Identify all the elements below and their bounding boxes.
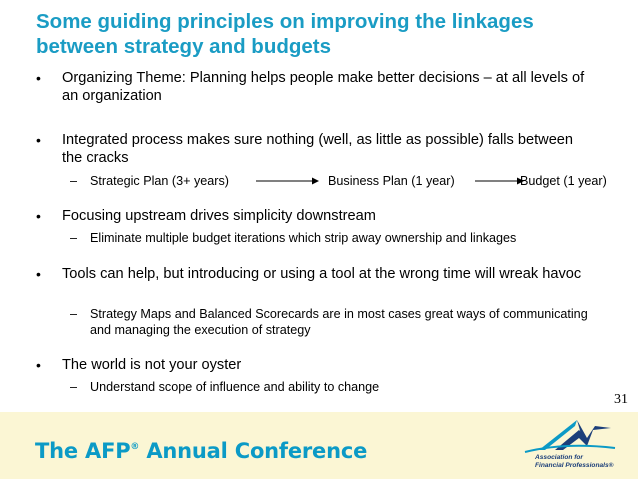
afp-logo-text	[535, 454, 630, 469]
logo-line-1: Association for	[535, 454, 583, 461]
bullet-symbol: •	[36, 132, 41, 148]
flow-step-budget: Budget (1 year)	[520, 174, 607, 188]
page-number: 31	[614, 392, 628, 407]
bullet-text: The world is not your oyster	[62, 357, 242, 373]
registered-mark: ®	[130, 442, 140, 452]
sub-bullet-dash: –	[70, 231, 78, 245]
conference-title	[35, 439, 367, 463]
sub-bullet-text: Understand scope of influence and ability to change	[90, 380, 380, 394]
bullet-text: Tools can help, but introducing or using a tool at the wrong time will wreak havoc	[62, 266, 582, 282]
arrow-right-icon	[256, 175, 320, 187]
sub-bullet-text: Strategy Maps and Balanced Scorecards are in most cases great ways of communicating and managing the execution of strategy	[90, 307, 588, 337]
bullet-symbol: •	[36, 70, 41, 86]
sub-bullet-dash: –	[70, 174, 78, 188]
bullet-symbol: •	[36, 208, 41, 224]
conference-title-main: The AFP	[35, 439, 131, 463]
bullet-symbol: •	[36, 266, 41, 282]
sub-bullet-dash: –	[70, 307, 78, 321]
conference-title-rest: Annual Conference	[139, 439, 368, 463]
bullet-text: Focusing upstream drives simplicity downstream	[62, 208, 376, 224]
bullet-text: Integrated process makes sure nothing (well, as little as possible) falls between the cracks	[62, 132, 574, 166]
bullet-symbol: •	[36, 357, 41, 373]
flow-step-business-plan: Business Plan (1 year)	[328, 174, 455, 188]
slide-title: Some guiding principles on improving the linkages between strategy and budgets	[36, 10, 534, 58]
flow-step-strategic-plan: Strategic Plan (3+ years)	[90, 174, 229, 188]
sub-bullet-text: Eliminate multiple budget iterations which strip away ownership and linkages	[90, 231, 517, 245]
sub-bullet-dash: –	[70, 380, 78, 394]
logo-line-2: Financial Professionals®	[535, 461, 614, 469]
bullet-text: Organizing Theme: Planning helps people make better decisions – at all levels of an organization	[62, 70, 585, 104]
footer-banner	[0, 412, 638, 479]
arrow-right-icon	[475, 175, 525, 187]
process-flow	[70, 173, 607, 191]
